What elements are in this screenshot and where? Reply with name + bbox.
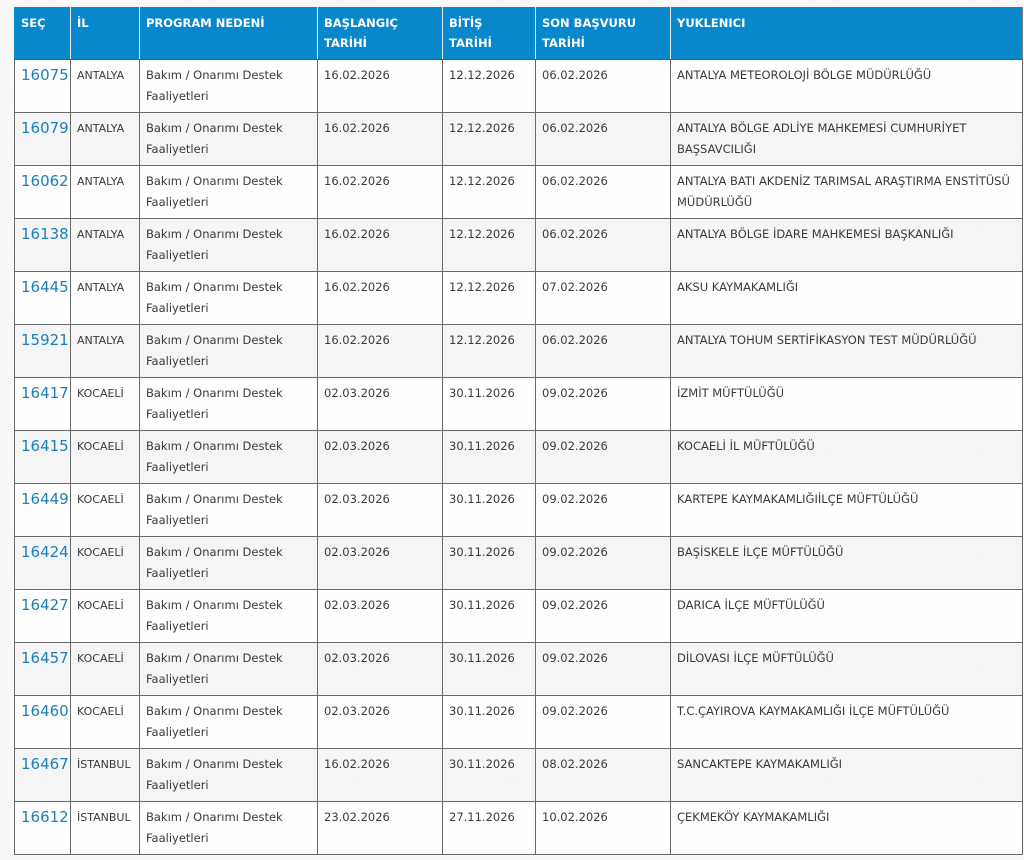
cell-sec: [15, 378, 71, 431]
cell-sec: [15, 113, 71, 166]
cell-yuklenici: ÇEKMEKÖY KAYMAKAMLIĞI: [671, 802, 1023, 855]
cell-bitis: 30.11.2026: [443, 590, 536, 643]
column-header-baslangic: BAŞLANGIÇ TARİHİ: [318, 8, 443, 60]
cell-sec: [15, 643, 71, 696]
cell-sec: [15, 696, 71, 749]
cell-program: Bakım / Onarımı Destek Faaliyetleri: [140, 325, 318, 378]
table-body: [15, 60, 1023, 855]
cell-baslangic: 02.03.2026: [318, 431, 443, 484]
cell-son-basvuru: 06.02.2026: [536, 113, 671, 166]
cell-program: Bakım / Onarımı Destek Faaliyetleri: [140, 60, 318, 113]
cell-program: Bakım / Onarımı Destek Faaliyetleri: [140, 537, 318, 590]
cell-baslangic: 16.02.2026: [318, 325, 443, 378]
table-row: [15, 643, 1023, 696]
cell-baslangic: 02.03.2026: [318, 378, 443, 431]
cell-bitis: 30.11.2026: [443, 484, 536, 537]
column-header-yuklenici: YUKLENICI: [671, 8, 1023, 60]
table-row: [15, 166, 1023, 219]
cell-son-basvuru: 06.02.2026: [536, 166, 671, 219]
cell-sec: [15, 590, 71, 643]
cell-program: Bakım / Onarımı Destek Faaliyetleri: [140, 802, 318, 855]
table-row: [15, 219, 1023, 272]
table-row: [15, 272, 1023, 325]
cell-bitis: 30.11.2026: [443, 431, 536, 484]
column-header-program: PROGRAM NEDENİ: [140, 8, 318, 60]
column-header-bitis: BİTİŞ TARİHİ: [443, 8, 536, 60]
cell-program: Bakım / Onarımı Destek Faaliyetleri: [140, 219, 318, 272]
select-link[interactable]: 16612: [21, 808, 69, 826]
cell-bitis: 30.11.2026: [443, 537, 536, 590]
cell-son-basvuru: 08.02.2026: [536, 749, 671, 802]
cell-sec: [15, 537, 71, 590]
table-row: [15, 484, 1023, 537]
cell-son-basvuru: 06.02.2026: [536, 325, 671, 378]
cell-sec: [15, 802, 71, 855]
cell-baslangic: 02.03.2026: [318, 484, 443, 537]
select-link[interactable]: 16467: [21, 755, 69, 773]
cell-program: Bakım / Onarımı Destek Faaliyetleri: [140, 113, 318, 166]
cell-il: KOCAELİ: [71, 378, 140, 431]
table-row: [15, 378, 1023, 431]
table-row: [15, 590, 1023, 643]
cell-program: Bakım / Onarımı Destek Faaliyetleri: [140, 272, 318, 325]
cell-bitis: 27.11.2026: [443, 802, 536, 855]
cell-yuklenici: SANCAKTEPE KAYMAKAMLIĞI: [671, 749, 1023, 802]
cell-yuklenici: İZMİT MÜFTÜLÜĞÜ: [671, 378, 1023, 431]
cell-son-basvuru: 06.02.2026: [536, 60, 671, 113]
cell-son-basvuru: 07.02.2026: [536, 272, 671, 325]
cell-il: KOCAELİ: [71, 484, 140, 537]
cell-program: Bakım / Onarımı Destek Faaliyetleri: [140, 643, 318, 696]
cell-bitis: 12.12.2026: [443, 166, 536, 219]
cell-yuklenici: ANTALYA BÖLGE İDARE MAHKEMESİ BAŞKANLIĞI: [671, 219, 1023, 272]
cell-bitis: 30.11.2026: [443, 643, 536, 696]
cell-bitis: 12.12.2026: [443, 113, 536, 166]
cell-yuklenici: ANTALYA BATI AKDENİZ TARIMSAL ARAŞTIRMA ENSTİTÜSÜ MÜDÜRLÜĞÜ: [671, 166, 1023, 219]
cell-il: KOCAELİ: [71, 590, 140, 643]
cell-sec: [15, 749, 71, 802]
cell-sec: [15, 60, 71, 113]
cell-sec: [15, 325, 71, 378]
cell-sec: [15, 272, 71, 325]
programs-table: [14, 7, 1023, 855]
select-link[interactable]: 16427: [21, 596, 69, 614]
select-link[interactable]: 16424: [21, 543, 69, 561]
cell-yuklenici: KOCAELİ İL MÜFTÜLÜĞÜ: [671, 431, 1023, 484]
cell-son-basvuru: 09.02.2026: [536, 484, 671, 537]
select-link[interactable]: 15921: [21, 331, 69, 349]
select-link[interactable]: 16449: [21, 490, 69, 508]
cell-baslangic: 16.02.2026: [318, 166, 443, 219]
cell-program: Bakım / Onarımı Destek Faaliyetleri: [140, 590, 318, 643]
cell-son-basvuru: 06.02.2026: [536, 219, 671, 272]
cell-sec: [15, 484, 71, 537]
select-link[interactable]: 16417: [21, 384, 69, 402]
cell-program: Bakım / Onarımı Destek Faaliyetleri: [140, 749, 318, 802]
cell-yuklenici: T.C.ÇAYIROVA KAYMAKAMLIĞI İLÇE MÜFTÜLÜĞÜ: [671, 696, 1023, 749]
cell-il: KOCAELİ: [71, 643, 140, 696]
table-row: [15, 696, 1023, 749]
cell-bitis: 30.11.2026: [443, 378, 536, 431]
table-row: [15, 60, 1023, 113]
cell-baslangic: 16.02.2026: [318, 113, 443, 166]
select-link[interactable]: 16062: [21, 172, 69, 190]
table-row: [15, 537, 1023, 590]
select-link[interactable]: 16075: [21, 66, 69, 84]
cell-baslangic: 02.03.2026: [318, 590, 443, 643]
cell-yuklenici: KARTEPE KAYMAKAMLIĞIİLÇE MÜFTÜLÜĞÜ: [671, 484, 1023, 537]
select-link[interactable]: 16445: [21, 278, 69, 296]
cell-bitis: 30.11.2026: [443, 696, 536, 749]
cell-son-basvuru: 09.02.2026: [536, 537, 671, 590]
cell-il: KOCAELİ: [71, 696, 140, 749]
cell-yuklenici: DARICA İLÇE MÜFTÜLÜĞÜ: [671, 590, 1023, 643]
column-header-son-basvuru: SON BAŞVURU TARİHİ: [536, 8, 671, 60]
cell-yuklenici: AKSU KAYMAKAMLIĞI: [671, 272, 1023, 325]
cell-yuklenici: BAŞİSKELE İLÇE MÜFTÜLÜĞÜ: [671, 537, 1023, 590]
cell-bitis: 12.12.2026: [443, 325, 536, 378]
table-row: [15, 113, 1023, 166]
cell-baslangic: 16.02.2026: [318, 272, 443, 325]
cell-baslangic: 16.02.2026: [318, 749, 443, 802]
column-header-sec: SEÇ: [15, 8, 71, 60]
select-link[interactable]: 16079: [21, 119, 69, 137]
select-link[interactable]: 16138: [21, 225, 69, 243]
table-row: [15, 431, 1023, 484]
cell-son-basvuru: 10.02.2026: [536, 802, 671, 855]
select-link[interactable]: 16460: [21, 702, 69, 720]
cell-bitis: 12.12.2026: [443, 272, 536, 325]
cell-program: Bakım / Onarımı Destek Faaliyetleri: [140, 378, 318, 431]
table-row: [15, 749, 1023, 802]
cell-il: KOCAELİ: [71, 537, 140, 590]
cell-baslangic: 02.03.2026: [318, 643, 443, 696]
column-header-il: İL: [71, 8, 140, 60]
cell-program: Bakım / Onarımı Destek Faaliyetleri: [140, 166, 318, 219]
cell-il: ANTALYA: [71, 113, 140, 166]
table-header: [15, 8, 1023, 60]
cell-baslangic: 02.03.2026: [318, 537, 443, 590]
cell-son-basvuru: 09.02.2026: [536, 431, 671, 484]
select-link[interactable]: 16457: [21, 649, 69, 667]
table-row: [15, 802, 1023, 855]
cell-son-basvuru: 09.02.2026: [536, 590, 671, 643]
cell-il: İSTANBUL: [71, 802, 140, 855]
cell-yuklenici: ANTALYA TOHUM SERTİFİKASYON TEST MÜDÜRLÜĞÜ: [671, 325, 1023, 378]
cell-baslangic: 02.03.2026: [318, 696, 443, 749]
table-row: [15, 325, 1023, 378]
cell-baslangic: 16.02.2026: [318, 219, 443, 272]
cell-il: ANTALYA: [71, 60, 140, 113]
cell-son-basvuru: 09.02.2026: [536, 643, 671, 696]
cell-yuklenici: ANTALYA METEOROLOJİ BÖLGE MÜDÜRLÜĞÜ: [671, 60, 1023, 113]
cell-program: Bakım / Onarımı Destek Faaliyetleri: [140, 696, 318, 749]
cell-son-basvuru: 09.02.2026: [536, 378, 671, 431]
cell-sec: [15, 166, 71, 219]
cell-son-basvuru: 09.02.2026: [536, 696, 671, 749]
cell-bitis: 12.12.2026: [443, 219, 536, 272]
cell-baslangic: 16.02.2026: [318, 60, 443, 113]
cell-il: ANTALYA: [71, 166, 140, 219]
cell-sec: [15, 219, 71, 272]
select-link[interactable]: 16415: [21, 437, 69, 455]
header-row: [15, 8, 1023, 60]
cell-il: KOCAELİ: [71, 431, 140, 484]
cell-program: Bakım / Onarımı Destek Faaliyetleri: [140, 431, 318, 484]
cell-program: Bakım / Onarımı Destek Faaliyetleri: [140, 484, 318, 537]
cell-il: ANTALYA: [71, 325, 140, 378]
cell-il: İSTANBUL: [71, 749, 140, 802]
cell-sec: [15, 431, 71, 484]
cell-bitis: 30.11.2026: [443, 749, 536, 802]
cell-yuklenici: ANTALYA BÖLGE ADLİYE MAHKEMESİ CUMHURİYET BAŞSAVCILIĞI: [671, 113, 1023, 166]
cell-yuklenici: DİLOVASI İLÇE MÜFTÜLÜĞÜ: [671, 643, 1023, 696]
cell-bitis: 12.12.2026: [443, 60, 536, 113]
cell-il: ANTALYA: [71, 272, 140, 325]
cell-baslangic: 23.02.2026: [318, 802, 443, 855]
cell-il: ANTALYA: [71, 219, 140, 272]
